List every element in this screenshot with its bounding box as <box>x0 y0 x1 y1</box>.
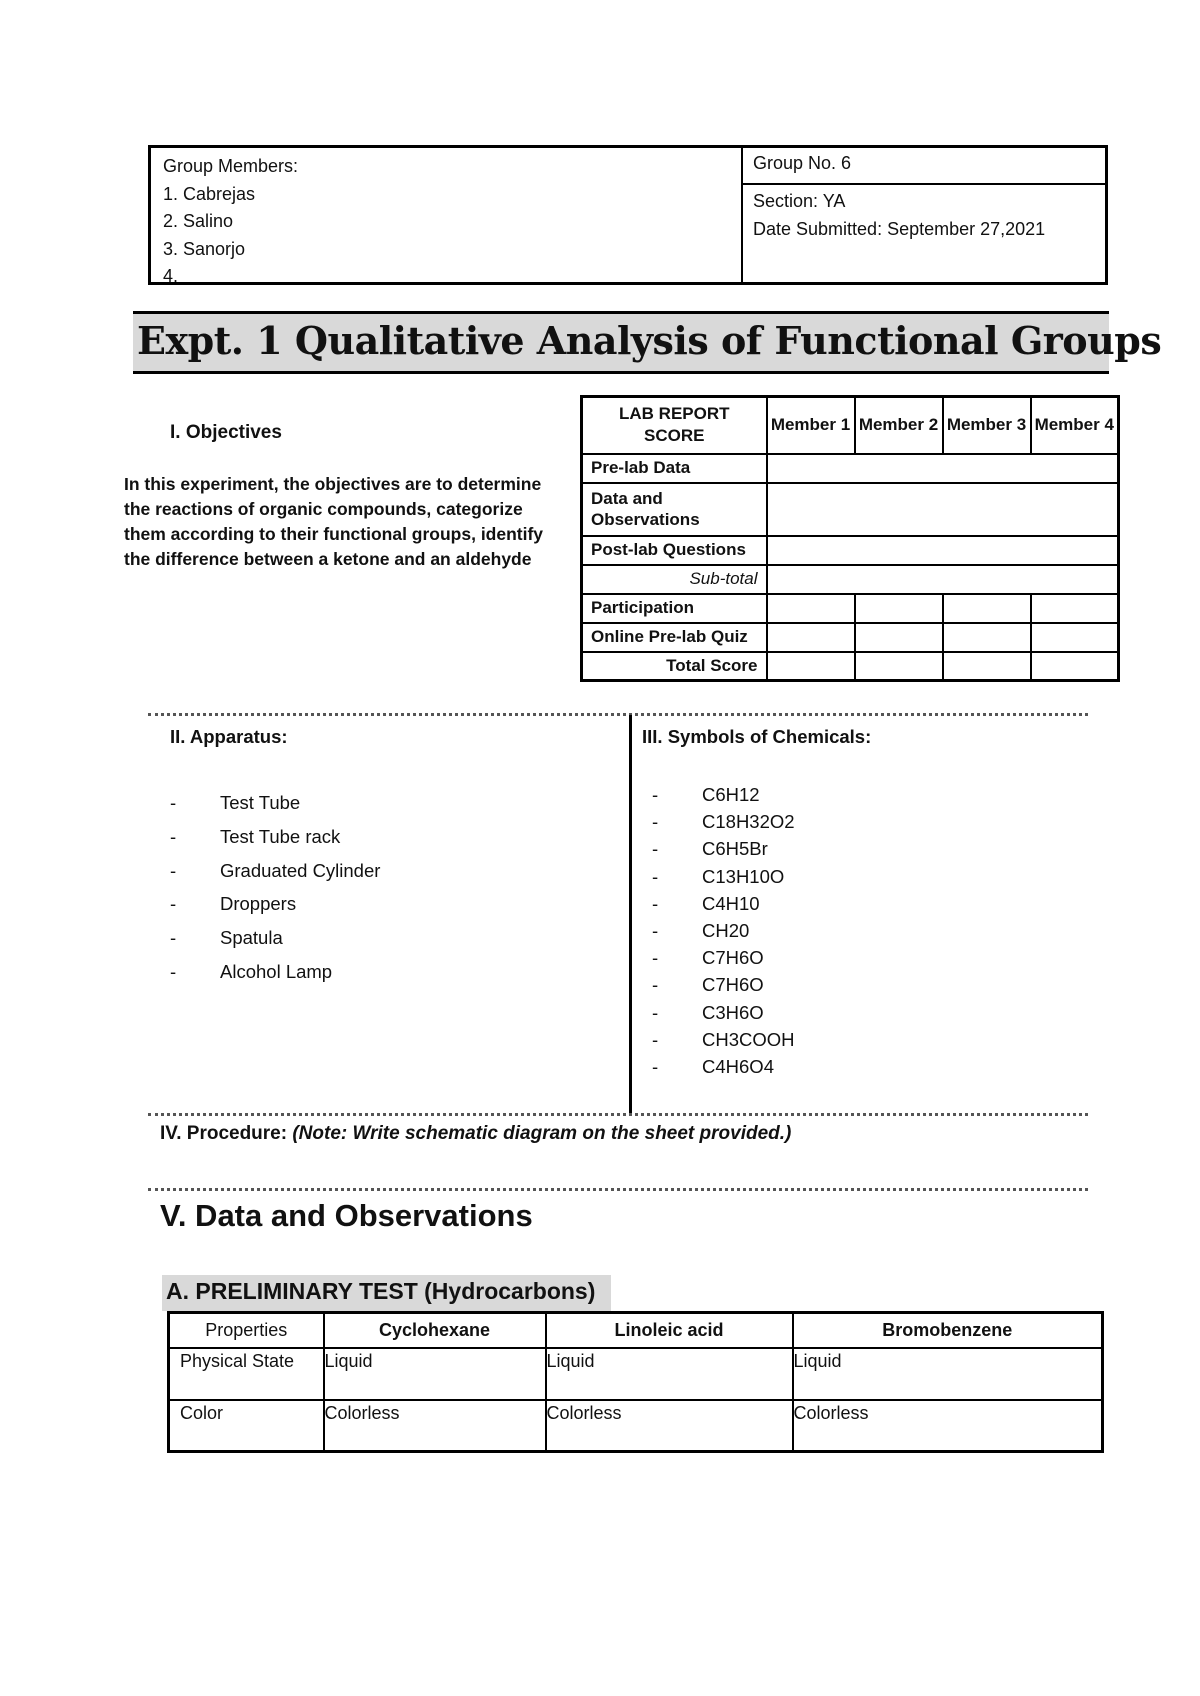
member-3-header: Member 3 <box>943 397 1031 454</box>
score-cell[interactable] <box>855 652 943 681</box>
column-header: Cyclohexane <box>324 1313 546 1348</box>
member-1: 1. Cabrejas <box>163 183 256 204</box>
member-4-header: Member 4 <box>1031 397 1119 454</box>
score-cell[interactable] <box>767 565 1119 594</box>
column-header: Properties <box>169 1313 324 1348</box>
table-cell: Colorless <box>546 1400 793 1452</box>
lab-report-score-table <box>580 395 1120 682</box>
chemicals-heading: III. Symbols of Chemicals: <box>642 726 872 747</box>
score-cell[interactable] <box>767 454 1119 483</box>
table-cell: Liquid <box>546 1348 793 1400</box>
list-item: - C6H5Br <box>652 838 768 860</box>
list-item: - C6H12 <box>652 784 760 805</box>
score-cell[interactable] <box>855 594 943 623</box>
group-info-table <box>148 145 1108 285</box>
divider <box>148 1113 1088 1116</box>
group-number: Group No. 6 <box>743 148 1105 185</box>
objectives-line: In this experiment, the objectives are to determine <box>124 474 542 494</box>
group-details-cell <box>743 148 1105 282</box>
score-row-label: Online Pre-lab Quiz <box>582 623 767 652</box>
divider <box>148 1188 1088 1191</box>
member-2: 2. Salino <box>163 211 234 231</box>
preliminary-test-table <box>167 1311 1104 1453</box>
score-header: LAB REPORT SCORE <box>582 397 767 454</box>
group-members-cell <box>151 148 743 286</box>
score-cell[interactable] <box>943 623 1031 652</box>
objectives-line: the difference between a ketone and an aldehyde <box>124 549 532 569</box>
objectives-line: them according to their functional groups, identify <box>124 524 544 544</box>
list-item: - C7H6O <box>652 947 764 969</box>
list-item: - CH3COOH <box>652 1028 795 1050</box>
table-cell: Liquid <box>793 1348 1103 1400</box>
objectives-text <box>124 472 564 572</box>
member-1-header: Member 1 <box>767 397 855 454</box>
table-cell: Colorless <box>793 1400 1103 1452</box>
score-cell[interactable] <box>767 652 855 681</box>
list-item: - Alcohol Lamp <box>170 960 333 982</box>
data-observations-heading: V. Data and Observations <box>160 1198 533 1233</box>
score-row-label: Total Score <box>582 652 767 681</box>
member-2-header: Member 2 <box>855 397 943 454</box>
list-item: - C4H6O4 <box>652 1056 774 1078</box>
procedure-heading <box>160 1123 791 1145</box>
table-cell: Liquid <box>324 1348 546 1400</box>
score-cell[interactable] <box>767 623 855 652</box>
score-cell[interactable] <box>767 483 1119 536</box>
table-cell: Colorless <box>324 1400 546 1452</box>
member-4: 4. <box>163 266 179 286</box>
score-cell[interactable] <box>855 623 943 652</box>
list-item: - Droppers <box>170 893 297 915</box>
list-item: - CH20 <box>652 920 750 942</box>
list-item: - Graduated Cylinder <box>170 859 381 881</box>
score-cell[interactable] <box>767 594 855 623</box>
date-submitted: Date Submitted: September 27,2021 <box>753 219 1046 239</box>
members-label: Group Members: <box>163 156 299 176</box>
section: Section: YA <box>753 191 846 211</box>
score-cell[interactable] <box>767 536 1119 565</box>
score-cell[interactable] <box>943 652 1031 681</box>
table-cell: Physical State <box>169 1348 324 1400</box>
column-header: Bromobenzene <box>793 1313 1103 1348</box>
divider <box>148 713 1088 716</box>
score-row-label: Post-lab Questions <box>582 536 767 565</box>
score-row-label: Data and Observations <box>582 483 767 536</box>
list-item: - C13H10O <box>652 865 785 887</box>
score-row-label: Participation <box>582 594 767 623</box>
score-cell[interactable] <box>1031 594 1119 623</box>
apparatus-list <box>170 786 380 989</box>
procedure-note: (Note: Write schematic diagram on the sheet provided.) <box>292 1123 792 1144</box>
list-item: - Test Tube rack <box>170 825 341 847</box>
prelim-heading: A. PRELIMINARY TEST (Hydrocarbons) <box>166 1278 596 1304</box>
column-header: Linoleic acid <box>546 1313 793 1348</box>
score-cell[interactable] <box>1031 623 1119 652</box>
list-item: - Spatula <box>170 927 283 949</box>
list-item: - C18H32O2 <box>652 811 795 833</box>
score-cell[interactable] <box>943 594 1031 623</box>
score-cell[interactable] <box>1031 652 1119 681</box>
objectives-line: the reactions of organic compounds, categorize <box>124 499 523 519</box>
list-item: - C3H6O <box>652 1001 764 1023</box>
objectives-heading: I. Objectives <box>170 422 282 443</box>
column-divider <box>629 715 632 1115</box>
procedure-label: IV. Procedure: <box>160 1123 288 1144</box>
list-item: - C7H6O <box>652 974 764 996</box>
page-title: Expt. 1 Qualitative Analysis of Functional Groups <box>137 318 1162 363</box>
table-cell: Color <box>169 1400 324 1452</box>
score-row-label: Pre-lab Data <box>582 454 767 483</box>
member-3: 3. Sanorjo <box>163 238 246 259</box>
list-item: - C4H10 <box>652 892 760 914</box>
chemicals-list <box>652 781 795 1080</box>
apparatus-heading: II. Apparatus: <box>170 726 288 747</box>
list-item: - Test Tube <box>170 792 301 813</box>
score-row-label: Sub-total <box>582 565 767 594</box>
